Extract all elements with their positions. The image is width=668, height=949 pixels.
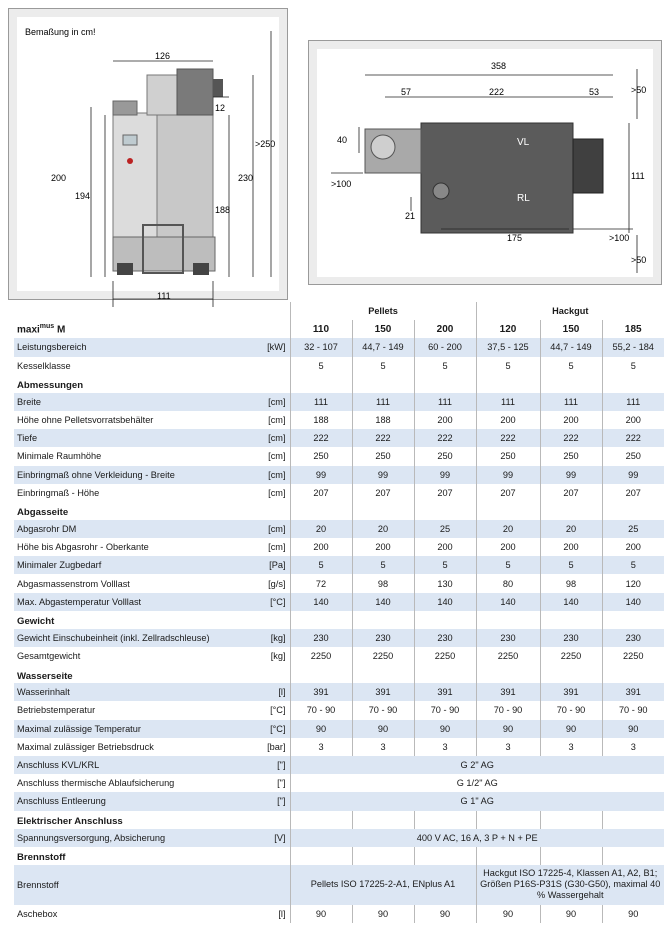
spec-unit: [l]: [262, 683, 290, 701]
spec-value: 111: [352, 393, 414, 411]
dim-188: 188: [215, 205, 231, 215]
spec-label: Minimaler Zugbedarf: [14, 556, 262, 574]
spec-value: 391: [540, 683, 602, 701]
spec-value: 5: [414, 357, 476, 375]
spec-value: 2250: [540, 647, 602, 665]
spec-value: 200: [476, 411, 540, 429]
spec-value: 3: [476, 738, 540, 756]
spec-label: Anschluss KVL/KRL: [14, 756, 262, 774]
spec-unit: ["]: [277, 778, 286, 789]
label-vl: VL: [517, 137, 530, 148]
label-rl: RL: [517, 193, 530, 204]
spec-unit: [cm]: [268, 415, 286, 426]
spec-value: 3: [352, 738, 414, 756]
spec-label: Betriebstemperatur: [17, 705, 96, 716]
side-view-drawing: [17, 17, 279, 301]
spec-value: 72: [290, 574, 352, 592]
spec-label: Max. Abgastemperatur Volllast: [14, 593, 262, 611]
spec-value: 44,7 - 149: [540, 338, 602, 356]
spec-label: Spannungsversorgung, Absicherung: [14, 829, 262, 847]
spec-table: [14, 302, 664, 923]
spec-value: 90: [352, 905, 414, 923]
spec-label: Anschluss thermische Ablaufsicherung: [17, 778, 175, 789]
spec-unit: [cm]: [268, 542, 286, 553]
spec-value: 140: [414, 593, 476, 611]
section-header: [14, 665, 664, 683]
spec-value: 5: [476, 357, 540, 375]
spec-value: 44,7 - 149: [352, 338, 414, 356]
top-fitting: [113, 101, 137, 115]
spec-value: 20: [352, 520, 414, 538]
spec-value: 111: [540, 393, 602, 411]
section-header: [14, 375, 664, 393]
spec-value: 90: [540, 905, 602, 923]
spec-value: 80: [476, 574, 540, 592]
spec-value: 37,5 - 125: [476, 338, 540, 356]
model-size: 200: [414, 320, 476, 338]
spec-value: 130: [414, 574, 476, 592]
spec-label: Abgasrohr DM: [14, 520, 262, 538]
spec-value: 200: [540, 411, 602, 429]
section-title: Wasserseite: [17, 670, 73, 682]
spec-value: 222: [540, 429, 602, 447]
spec-value: 200: [414, 411, 476, 429]
dim-100-right: >100: [609, 233, 630, 243]
spec-label: Breite: [14, 393, 262, 411]
spec-value: 90: [540, 720, 602, 738]
spec-row: [14, 338, 664, 356]
spec-value: 90: [414, 720, 476, 738]
spec-value: 200: [476, 538, 540, 556]
spec-value: 60 - 200: [414, 338, 476, 356]
spec-value: 5: [290, 357, 352, 375]
spec-label: Kesselklasse: [17, 360, 71, 371]
spec-value: 99: [476, 466, 540, 484]
spec-unit: [g/s]: [268, 578, 286, 589]
spec-value: 230: [352, 629, 414, 647]
spec-value: 55,2 - 184: [602, 338, 664, 356]
spec-value: 90: [602, 905, 664, 923]
spec-unit: [cm]: [268, 487, 286, 498]
model-size: 150: [540, 320, 602, 338]
model-size: 120: [476, 320, 540, 338]
spec-value: 207: [352, 484, 414, 502]
spec-value: 20: [540, 520, 602, 538]
top-view-drawing: [317, 49, 653, 277]
spec-value: 200: [414, 538, 476, 556]
spec-value: 70 - 90: [414, 701, 476, 719]
spec-value: 391: [414, 683, 476, 701]
spec-value: 20: [290, 520, 352, 538]
spec-value: 200: [602, 538, 664, 556]
spec-row: [14, 357, 664, 375]
fuel-pellets: Pellets ISO 17225-2-A1, ENplus A1: [290, 865, 476, 905]
spec-unit: [cm]: [262, 520, 290, 538]
spec-row: [14, 905, 664, 923]
spec-value: 222: [476, 429, 540, 447]
section-header: [14, 502, 664, 520]
spec-unit: [°C]: [262, 593, 290, 611]
spec-value: 5: [290, 556, 352, 574]
spec-label: Höhe bis Abgasrohr - Oberkante: [17, 542, 149, 553]
spec-value: 2250: [602, 647, 664, 665]
spec-value: 230: [540, 629, 602, 647]
dim-50-top: >50: [631, 85, 647, 95]
dim-250: >250: [255, 139, 276, 149]
spec-value: 99: [540, 466, 602, 484]
section-header: [14, 847, 664, 865]
spec-value: 5: [540, 357, 602, 375]
spec-row: [14, 574, 664, 592]
boiler-front-panel: [113, 113, 157, 241]
spec-label: Anschluss Entleerung: [14, 792, 262, 810]
spec-value: 2250: [414, 647, 476, 665]
rotary-valve-icon: [371, 135, 395, 159]
spec-value: 5: [476, 556, 540, 574]
spec-row: [14, 538, 664, 556]
spec-value: 90: [476, 720, 540, 738]
spec-value: 70 - 90: [476, 701, 540, 719]
dim-53: 53: [589, 87, 600, 97]
spec-value: 391: [352, 683, 414, 701]
spec-value: 250: [352, 447, 414, 465]
model-name: maxi$^{mus}$ M: [17, 323, 66, 336]
spec-row: [14, 738, 664, 756]
spec-value: 250: [414, 447, 476, 465]
dim-40: 40: [337, 135, 348, 145]
spec-value: 207: [476, 484, 540, 502]
spec-unit: [l]: [278, 908, 286, 919]
spec-label: Tiefe: [14, 429, 262, 447]
spec-value: 3: [414, 738, 476, 756]
flue-connector: [177, 69, 213, 115]
spec-label: Leistungsbereich: [14, 338, 262, 356]
spec-value: 200: [290, 538, 352, 556]
spec-value: 140: [352, 593, 414, 611]
spec-value: 207: [540, 484, 602, 502]
top-view-panel: [308, 40, 662, 285]
dim-175: 175: [507, 233, 523, 243]
dim-57: 57: [401, 87, 412, 97]
spec-value-all: G 2" AG: [290, 756, 664, 774]
spec-row: [14, 701, 664, 719]
spec-label: Aschebox: [17, 908, 58, 919]
units-note: Bemaßung in cm!: [25, 27, 96, 37]
spec-unit: [°C]: [262, 720, 290, 738]
spec-row: [14, 411, 664, 429]
boiler-side-panel: [157, 103, 213, 241]
flue-box: [573, 139, 603, 193]
spec-value: 90: [414, 905, 476, 923]
spec-value: 111: [602, 393, 664, 411]
dim-230: 230: [238, 173, 254, 183]
spec-value: 2250: [352, 647, 414, 665]
spec-row: [14, 447, 664, 465]
spec-value: 98: [352, 574, 414, 592]
spec-value: 222: [414, 429, 476, 447]
spec-value: 140: [476, 593, 540, 611]
spec-row: [14, 466, 664, 484]
model-header-row: [14, 320, 664, 338]
section-title: Elektrischer Anschluss: [17, 816, 123, 827]
spec-value: 5: [352, 357, 414, 375]
spec-row: [14, 792, 664, 810]
spec-value: 70 - 90: [352, 701, 414, 719]
spec-row: [14, 593, 664, 611]
spec-value: 250: [602, 447, 664, 465]
spec-value: 3: [290, 738, 352, 756]
section-header: [14, 611, 664, 629]
spec-value: 111: [476, 393, 540, 411]
spec-label: Minimale Raumhöhe: [17, 451, 102, 462]
spec-value: 230: [414, 629, 476, 647]
spec-unit: [kg]: [262, 629, 290, 647]
spec-value: 70 - 90: [540, 701, 602, 719]
spec-value: 25: [414, 520, 476, 538]
spec-unit: [Pa]: [262, 556, 290, 574]
spec-value: 2250: [476, 647, 540, 665]
side-view-panel: [8, 8, 288, 300]
spec-row: [14, 429, 664, 447]
spec-label: Einbringmaß ohne Verkleidung - Breite: [14, 466, 262, 484]
spec-value: 188: [290, 411, 352, 429]
spec-unit: [cm]: [262, 393, 290, 411]
spec-value: 99: [352, 466, 414, 484]
spec-value: 120: [602, 574, 664, 592]
spec-value: 99: [602, 466, 664, 484]
spec-value: 230: [290, 629, 352, 647]
spec-value: 200: [352, 538, 414, 556]
spec-value: 200: [540, 538, 602, 556]
spec-unit: [cm]: [268, 451, 286, 462]
spec-unit: [V]: [262, 829, 290, 847]
spec-label: Maximal zulässige Temperatur: [14, 720, 262, 738]
group-header-row: [14, 302, 664, 320]
spec-unit: [kg]: [270, 651, 286, 662]
dim-12: 12: [215, 103, 226, 113]
spec-label: Brennstoff: [14, 865, 262, 905]
spec-value: 250: [476, 447, 540, 465]
spec-value: 230: [476, 629, 540, 647]
spec-unit: ["]: [262, 756, 290, 774]
spec-label: Höhe ohne Pelletsvorratsbehälter: [17, 415, 154, 426]
spec-unit: [262, 357, 290, 375]
spec-value: 99: [414, 466, 476, 484]
spec-value: 3: [540, 738, 602, 756]
model-size: 150: [352, 320, 414, 338]
boiler-top: [421, 123, 573, 233]
spec-value: 5: [602, 556, 664, 574]
spec-value: 5: [602, 357, 664, 375]
spec-row: [14, 393, 664, 411]
spec-value: 25: [602, 520, 664, 538]
spec-value: 391: [290, 683, 352, 701]
spec-row: [14, 647, 664, 665]
spec-value: 90: [290, 720, 352, 738]
spec-value: 230: [602, 629, 664, 647]
spec-value: 391: [602, 683, 664, 701]
spec-value: 207: [602, 484, 664, 502]
section-title: Brennstoff: [17, 852, 66, 864]
spec-row: [14, 556, 664, 574]
spec-value-all: G 1/2" AG: [290, 774, 664, 792]
flue-pipe: [213, 79, 223, 97]
spec-unit: [cm]: [262, 466, 290, 484]
spec-value: 90: [602, 720, 664, 738]
fuel-hackgut: Hackgut ISO 17225-4, Klassen A1, A2, B1; Größen P16S-P31S (G30-G50), maximal 40 % Wassergehalt: [476, 865, 664, 905]
spec-value: 188: [352, 411, 414, 429]
spec-value: 222: [290, 429, 352, 447]
spec-value: 140: [602, 593, 664, 611]
wheel-right: [193, 263, 209, 275]
spec-value: 111: [290, 393, 352, 411]
spec-unit: [bar]: [267, 741, 286, 752]
return-connection-icon: [433, 183, 449, 199]
spec-label: Maximal zulässiger Betriebsdruck: [17, 741, 154, 752]
wheel-left: [117, 263, 133, 275]
dim-111: 111: [157, 291, 171, 301]
power-button-icon: [127, 158, 133, 164]
spec-value: 2250: [290, 647, 352, 665]
spec-value: 90: [290, 905, 352, 923]
spec-row: [14, 829, 664, 847]
section-title: Abgasseite: [17, 507, 69, 519]
spec-row: [14, 756, 664, 774]
spec-value: 20: [476, 520, 540, 538]
spec-label: Einbringmaß - Höhe: [17, 487, 100, 498]
spec-label: Wasserinhalt: [14, 683, 262, 701]
spec-value: 90: [476, 905, 540, 923]
spec-value: 5: [414, 556, 476, 574]
side-view-svg: [17, 17, 279, 301]
spec-unit: [°C]: [270, 705, 286, 716]
dim-width-top: 126: [155, 51, 171, 61]
dim-358: 358: [491, 61, 507, 71]
spec-label: Gewicht Einschubeinheit (inkl. Zellradschleuse): [14, 629, 262, 647]
spec-row: [14, 774, 664, 792]
dim-50-bottom: >50: [631, 255, 647, 265]
top-view-svg: [317, 49, 653, 277]
dim-222: 222: [489, 87, 505, 97]
spec-value: 250: [540, 447, 602, 465]
spec-row: [14, 720, 664, 738]
spec-value: 99: [290, 466, 352, 484]
spec-value: 98: [540, 574, 602, 592]
spec-label: Abgasmassenstrom Volllast: [17, 578, 130, 589]
spec-table-body: [14, 302, 664, 923]
section-title: Abmessungen: [17, 380, 84, 392]
spec-value-all: G 1" AG: [290, 792, 664, 810]
spec-value: 140: [290, 593, 352, 611]
spec-value: 200: [602, 411, 664, 429]
spec-value: 111: [414, 393, 476, 411]
spec-value: 70 - 90: [602, 701, 664, 719]
spec-unit: ["]: [262, 792, 290, 810]
control-display: [123, 135, 137, 145]
group-pellets: Pellets: [290, 302, 476, 320]
spec-value: 207: [290, 484, 352, 502]
section-header: [14, 811, 664, 829]
spec-row: [14, 629, 664, 647]
spec-value: 391: [476, 683, 540, 701]
spec-value: 90: [352, 720, 414, 738]
section-title: Gewicht: [17, 616, 55, 628]
spec-value: 3: [602, 738, 664, 756]
spec-row: [14, 865, 664, 905]
spec-value: 32 - 107: [290, 338, 352, 356]
model-size: 185: [602, 320, 664, 338]
dim-21: 21: [405, 211, 416, 221]
spec-label: Gesamtgewicht: [17, 651, 81, 662]
dim-194: 194: [75, 191, 91, 201]
spec-unit: [cm]: [262, 429, 290, 447]
spec-value: 222: [602, 429, 664, 447]
spec-row: [14, 683, 664, 701]
spec-value: 5: [540, 556, 602, 574]
spec-value: 207: [414, 484, 476, 502]
spec-value: 5: [352, 556, 414, 574]
spec-value: 140: [540, 593, 602, 611]
spec-value: 222: [352, 429, 414, 447]
spec-row: [14, 484, 664, 502]
spec-value: 70 - 90: [290, 701, 352, 719]
dim-111: 111: [631, 171, 645, 181]
spec-value: 250: [290, 447, 352, 465]
spec-unit: [kW]: [262, 338, 290, 356]
model-size: 110: [290, 320, 352, 338]
spec-row: [14, 520, 664, 538]
spec-value-all: 400 V AC, 16 A, 3 P + N + PE: [290, 829, 664, 847]
group-hackgut: Hackgut: [476, 302, 664, 320]
dim-200: 200: [51, 173, 67, 183]
spec-unit: [262, 865, 290, 905]
dim-100-left: >100: [331, 179, 352, 189]
